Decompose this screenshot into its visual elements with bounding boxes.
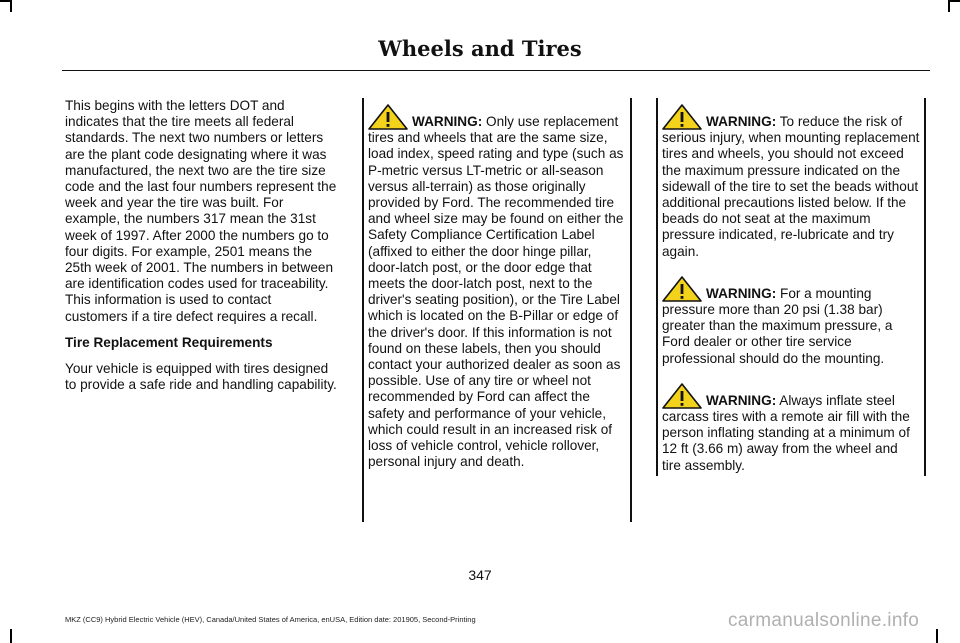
warning-label: WARNING: bbox=[706, 392, 777, 408]
warning-text: To reduce the risk of serious injury, when mounting replacement tires and wheels, you should not exceed the maximum pressure indicated on the sidewall of the tire to set the beads without additional precautions listed below. If the beads do not seat at the maximum pressure indicated, re-lubricate and try again. bbox=[662, 114, 920, 259]
warning-block bbox=[662, 383, 920, 474]
footer-edition-info: MKZ (CC9) Hybrid Electric Vehicle (HEV), Canada/United States of America, enUSA, Edition date: 201905, Second-Printing bbox=[65, 615, 476, 624]
warning-text: Always inflate steel carcass tires with a remote air fill with the person inflating standing at a minimum of 12 ft (3.66 m) away from the wheel and tire assembly. bbox=[662, 392, 910, 473]
left-column bbox=[65, 98, 337, 403]
paragraph-equipped: Your vehicle is equipped with tires designed to provide a safe ride and handling capability. bbox=[65, 361, 337, 393]
paragraph-dot-code: This begins with the letters DOT and indicates that the tire meets all federal standards. The next two numbers or letters are the plant code designating where it was manufactured, the next two are the tire size code and the last four numbers represent the week and year the tire was built. For example, the numbers 317 mean the 31st week of 1997. After 2000 the numbers go to four digits. For example, 2501 means the 25th week of 2001. The numbers in between are identification codes used for traceability. This information is used to contact customers if a tire defect requires a recall. bbox=[65, 98, 337, 324]
crop-mark bbox=[10, 629, 12, 643]
crop-mark bbox=[936, 629, 938, 643]
page-title: Wheels and Tires bbox=[378, 36, 582, 61]
warning-block bbox=[662, 104, 920, 260]
watermark: carmanualsonline.info bbox=[728, 610, 920, 631]
crop-mark bbox=[10, 0, 12, 12]
warning-triangle-icon bbox=[368, 104, 408, 130]
page-number: 347 bbox=[468, 567, 492, 583]
warning-box-middle bbox=[362, 98, 632, 522]
warning-triangle-icon bbox=[662, 383, 702, 409]
warning-triangle-icon bbox=[662, 104, 702, 130]
crop-mark bbox=[948, 0, 950, 12]
warning-label: WARNING: bbox=[706, 114, 777, 129]
warning-text: For a mounting pressure more than 20 psi (1.38 bar) greater than the maximum pressure, a Ford dealer or other tire service professional should do the mounting. bbox=[662, 285, 893, 366]
title-divider bbox=[62, 70, 930, 71]
warning-text: Only use replacement tires and wheels that are the same size, load index, speed rating and type (such as P-metric versus LT-metric or all-season versus all-terrain) as those originally provided by Ford. The recommended tire and wheel size may be found on either the Safety Compliance Certification Label (affixed to either the door hinge pillar, door-latch post, or the door edge that meets the door-latch post, next to the driver's seating position), or the Tire Label which is located on the B-Pillar or edge of the driver's door. If this information is not found on these labels, then you should contact your authorized dealer as soon as possible. Use of any tire or wheel not recommended by Ford can affect the safety and performance of your vehicle, which could result in an increased risk of loss of vehicle control, vehicle rollover, personal injury and death. bbox=[368, 114, 624, 470]
warning-label: WARNING: bbox=[412, 114, 483, 129]
section-heading: Tire Replacement Requirements bbox=[65, 334, 273, 350]
warning-box-right bbox=[656, 98, 926, 476]
warning-label: WARNING: bbox=[706, 285, 777, 301]
warning-block bbox=[368, 104, 626, 470]
warning-block bbox=[662, 276, 920, 367]
warning-triangle-icon bbox=[662, 276, 702, 302]
